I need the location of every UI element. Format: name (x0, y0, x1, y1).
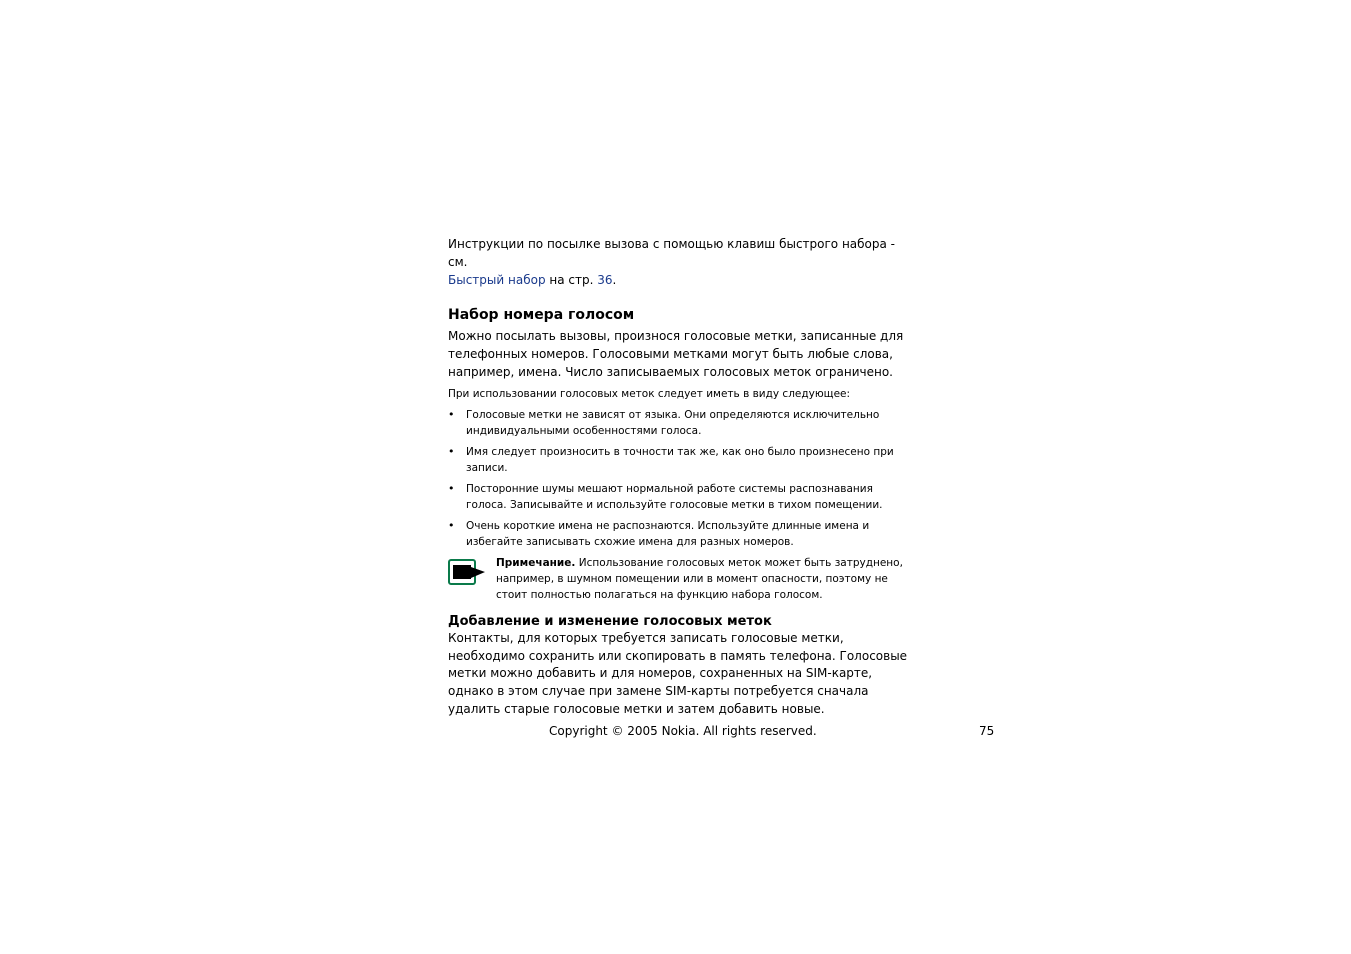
list-item-text: Голосовые метки не зависят от языка. Они определяются исключительно индивидуальными особенностями голоса. (466, 408, 880, 437)
list-intro: При использовании голосовых меток следует иметь в виду следующее: (448, 387, 851, 400)
add-edit-paragraph: Контакты, для которых требуется записать голосовые метки, необходимо сохранить или скопировать в память телефона. Голосовые метки можно добавить и для номеров, сохраненных на SIM-карте, однако в этом случае при замене SIM-карты потребуется сначала удалить старые голосовые метки и затем добавить новые. (448, 630, 908, 716)
list-item-text: Очень короткие имена не распознаются. Используйте длинные имена и избегайте записывать схожие имена для разных номеров. (466, 519, 870, 548)
section-title-voice-dialing: Набор номера голосом (448, 307, 635, 324)
note-text: Использование голосовых меток может быть затруднено, например, в шумном помещении или в момент опасности, поэтому не стоит полностью полагаться на функцию набора голосом. (496, 556, 903, 601)
list-item-text: Посторонние шумы мешают нормальной работе системы распознавания голоса. Записывайте и используйте голосовые метки в тихом помещении. (466, 482, 883, 511)
page-number: 75 (979, 724, 995, 738)
bullet-glyph: • (448, 444, 455, 458)
bullet-glyph: • (448, 481, 455, 495)
bullet-glyph: • (448, 518, 455, 532)
footer-copyright: Copyright © 2005 Nokia. All rights reserved. (549, 724, 817, 738)
list-item (448, 481, 908, 513)
intro-end: . (612, 272, 617, 287)
list-item (448, 444, 908, 476)
note-label: Примечание. (496, 556, 576, 569)
voice-dialing-paragraph: Можно посылать вызовы, произнося голосовые метки, записанные для телефонных номеров. Голосовыми метками могут быть любые слова, например, имена. Число записываемых голосовых меток ограничено. (448, 329, 904, 379)
page-content (448, 236, 908, 719)
voice-tag-notes-list (448, 407, 908, 550)
intro-after-link: на стр. (545, 272, 598, 287)
note-hand-icon (448, 559, 486, 585)
speed-dial-link[interactable]: Быстрый набор (448, 272, 546, 287)
intro-text: Инструкции по посылке вызова с помощью клавиш быстрого набора - см. (448, 237, 896, 269)
list-item (448, 407, 908, 439)
section-title-add-edit-voice-tags: Добавление и изменение голосовых меток (448, 613, 772, 629)
list-item-text: Имя следует произносить в точности так же, как оно было произнесено при записи. (466, 445, 894, 474)
note-block (448, 555, 908, 603)
page-ref-link[interactable]: 36 (597, 272, 613, 287)
bullet-glyph: • (448, 407, 455, 421)
intro-paragraph (448, 236, 908, 289)
list-item (448, 518, 908, 550)
